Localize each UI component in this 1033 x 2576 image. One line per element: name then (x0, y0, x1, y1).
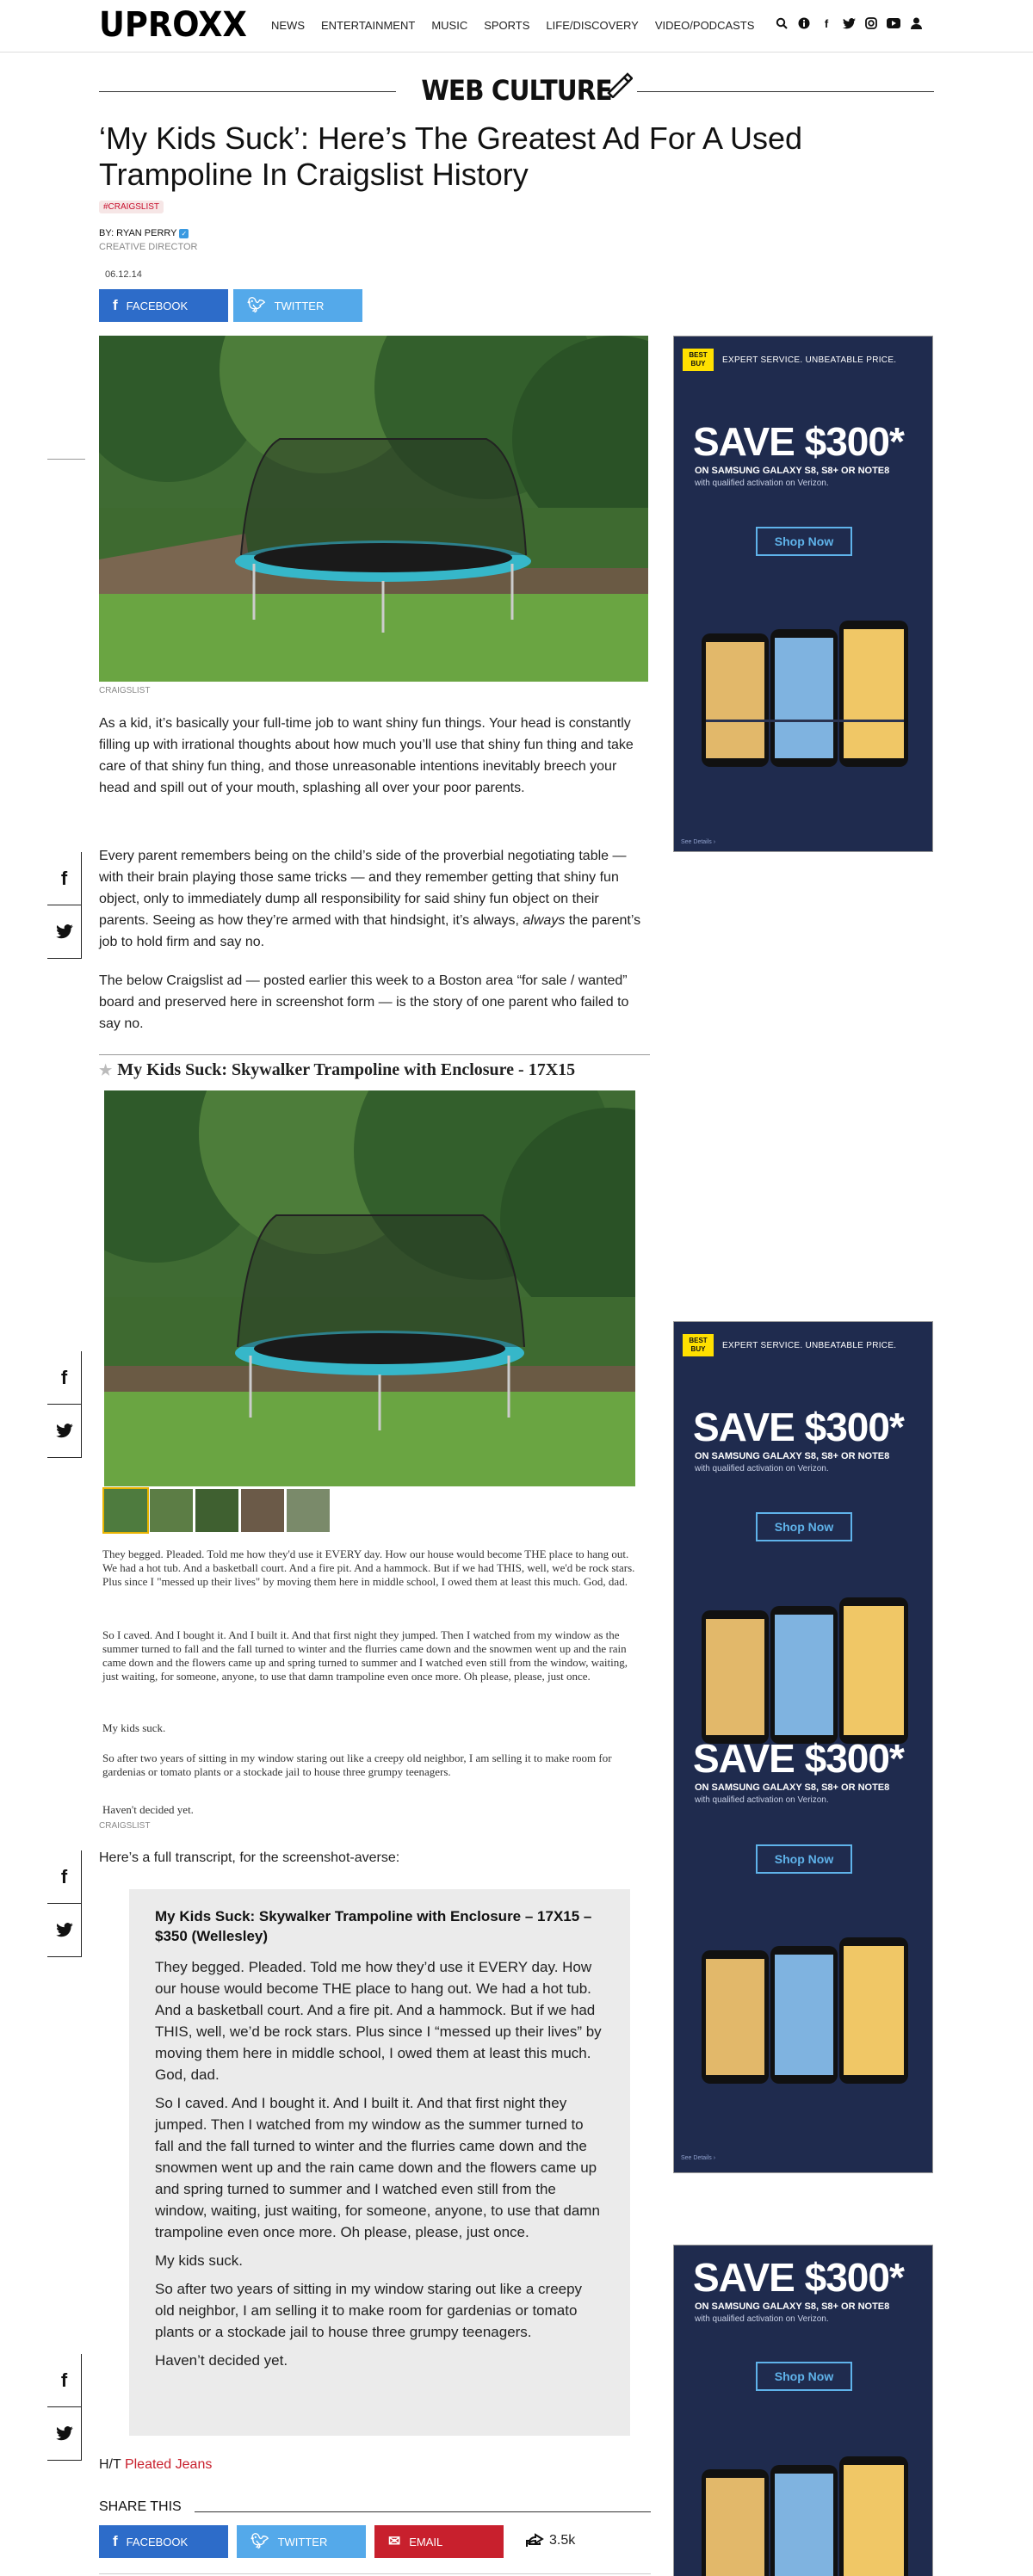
shop-now-button[interactable]: Shop Now (756, 2362, 852, 2391)
ad-save-headline: SAVE $300* (693, 2255, 904, 2300)
craigslist-screenshot (99, 1054, 650, 1833)
nav-item-news[interactable]: NEWS (271, 19, 305, 32)
user-icon[interactable] (909, 16, 923, 30)
instagram-icon[interactable] (864, 16, 878, 30)
youtube-icon[interactable] (887, 16, 900, 30)
ad-save-headline: SAVE $300* (693, 1405, 904, 1449)
transcript-paragraph: They begged. Pleaded. Told me how they’d use it EVERY day. How our house would become THE place to hang out. We had a hot tub. And a basketball court. And a fire pit. And a hammock. But if we had THIS, well, we’d be rock stars. Plus since I “messed up their lives” by moving them here in middle school, I owed them at least this much. God, dad. (155, 1959, 602, 2083)
author-name[interactable]: BY: RYAN PERRY (99, 228, 177, 238)
craigslist-paragraph-5: Haven't decided yet. (102, 1803, 194, 1816)
paragraph-2 (99, 845, 650, 953)
ad-save-headline: SAVE $300* (693, 1736, 904, 1781)
bestbuy-ad-2[interactable] (673, 1321, 933, 2173)
ad-offer-subline: with qualified activation on Verizon. (695, 479, 829, 488)
publish-date: 06.12.14 (105, 269, 142, 280)
phones-image (693, 1933, 917, 2084)
main-nav (271, 19, 754, 32)
craigslist-paragraph-1: They begged. Pleaded. Told me how they'd use it EVERY day. How our house would become THE place to hang out. We had a hot tub. And a basketball court. And a fire pit. And a hammock. But if we had THIS, well, we'd be rock stars. Plus since I "messed up their lives" by moving them here in middle school, I owed them at least this much. God, dad. (102, 1547, 635, 1588)
nav-item-music[interactable]: MUSIC (431, 19, 468, 32)
twitter-icon[interactable] (842, 16, 856, 30)
twitter-icon: 🐦︎ (251, 2533, 269, 2549)
byline (99, 228, 189, 238)
share-count (525, 2533, 575, 2548)
rail-facebook-icon[interactable]: f (47, 2354, 82, 2407)
paragraph-2-text: Every parent remembers being on the child’s side of the proverbial negotiating table — with their brain playing those same tricks — and they remember getting that shiny fun object, only to immediately dump all responsibility for said shiny fun object on their parents. Seeing as how they’re armed with that hindsight, it’s always, (99, 849, 627, 928)
email-share-button[interactable] (374, 2525, 504, 2558)
social-rail-3 (47, 1850, 82, 1957)
share-divider (195, 2511, 651, 2512)
ad-see-details[interactable]: See Details › (681, 839, 716, 845)
nav-item-sports[interactable]: SPORTS (484, 19, 530, 32)
thumbnail[interactable] (195, 1489, 238, 1532)
facebook-share-button[interactable] (99, 289, 228, 322)
transcript-paragraph: Haven’t decided yet. (155, 2352, 288, 2369)
phones-image (693, 1593, 917, 1744)
rail-twitter-icon[interactable] (47, 2407, 82, 2461)
share-icon (525, 2533, 544, 2548)
paragraph-2-tail: the parent’s job to hold firm and say no. (99, 913, 641, 949)
paragraph-1: As a kid, it’s basically your full-time job to want shiny fun things. Your head is constantly filling up with irrational thoughts about how much you’ll use that shiny fun thing and take care of that shiny fun thing, and those unreasonable intentions inevitably breech your head and spill out of your mouth, splashing all over your poor parents. (99, 716, 634, 795)
uproxx-logo[interactable]: UPROXX (99, 5, 247, 45)
article-headline: ‘My Kids Suck’: Here’s The Greatest Ad For A Used Trampoline In Craigslist History (99, 120, 803, 192)
transcript-title: My Kids Suck: Skywalker Trampoline with Enclosure – 17X15 – $350 (Wellesley) (155, 1908, 592, 1944)
rail-facebook-icon[interactable]: f (47, 852, 82, 905)
twitter-share-label: TWITTER (277, 2535, 328, 2548)
envelope-icon: ✉ (388, 2533, 401, 2549)
bestbuy-logo: BEST BUY (683, 349, 714, 371)
section-header (99, 74, 934, 108)
craigslist-thumbnails (104, 1489, 330, 1532)
transcript-blockquote (129, 1889, 630, 2436)
rail-facebook-icon[interactable]: f (47, 1351, 82, 1405)
transcript-paragraph: So I caved. And I bought it. And I built it. And that first night they jumped. Then I watched from my window as the summer turned to fall and the fall turned to winter and the flurries came down and the snowmen went up and the rain came down and the flowers came up and spring turned to summer and I watched even still from the window, waiting, just waiting, for someone, anyone, to use that damn trampoline even once more. Oh please, please, just once. (155, 2095, 600, 2240)
paragraph-2-emphasis: always (523, 913, 566, 928)
ad-offer-subline: with qualified activation on Verizon. (695, 1795, 829, 1805)
paragraph-3: The below Craigslist ad — posted earlier this week to a Boston area “for sale / wanted” board and preserved here in screenshot form — is the story of one parent who failed to say no. (99, 973, 629, 1031)
craigslist-paragraph-2: So I caved. And I bought it. And I built it. And that first night they jumped. Then I watched from my window as the summer turned to fall and the fall turned to winter and the flurries came down and the snowmen went up and the rain came down and the flowers came up and spring turned to summer and I watched even still from the window, waiting, just waiting, for someone, anyone, to use that damn trampoline even once more. Oh please, please, just once. (102, 1628, 628, 1683)
twitter-share-button[interactable] (237, 2525, 366, 2558)
facebook-icon: f (113, 2533, 118, 2549)
search-icon[interactable] (775, 16, 789, 30)
ad-tagline: EXPERT SERVICE. UNBEATABLE PRICE. (722, 1341, 897, 1350)
ad-see-details[interactable]: See Details › (681, 2155, 716, 2161)
bestbuy-logo: BEST BUY (683, 1334, 714, 1356)
bottom-divider (99, 2573, 651, 2574)
hero-photo-credit: CRAIGSLIST (99, 686, 151, 695)
transcript-paragraph: So after two years of sitting in my window staring out like a creepy old neighbor, I am selling it to make room for gardenias or tomato plants or a stockade jail to house three grumpy teenagers. (155, 2281, 583, 2340)
nav-item-entertainment[interactable]: ENTERTAINMENT (321, 19, 416, 32)
top-navigation-bar (0, 0, 1033, 53)
phones-image (693, 616, 917, 767)
info-icon[interactable] (797, 16, 811, 30)
craigslist-title (99, 1060, 575, 1080)
star-icon: ★ (99, 1062, 113, 1078)
craigslist-paragraph-3: My kids suck. (102, 1721, 166, 1734)
phones-image (693, 2452, 917, 2576)
shop-now-button[interactable]: Shop Now (756, 1512, 852, 1541)
social-rail-4 (47, 2354, 82, 2461)
ad-offer-line: ON SAMSUNG GALAXY S8, S8+ OR NOTE8 (695, 1782, 890, 1793)
email-share-label: EMAIL (409, 2535, 443, 2548)
bestbuy-ad-1[interactable] (673, 336, 933, 852)
rail-facebook-icon[interactable]: f (47, 1850, 82, 1904)
facebook-icon: f (113, 297, 118, 313)
craigslist-rule (99, 1054, 650, 1055)
facebook-share-label: FACEBOOK (126, 2535, 189, 2548)
pleated-jeans-link[interactable]: Pleated Jeans (124, 2457, 213, 2472)
header-icons (775, 16, 923, 30)
pencil-icon (605, 71, 633, 98)
share-this-label: SHARE THIS (99, 2499, 182, 2514)
twitter-share-label: TWITTER (274, 299, 325, 312)
author-role: CREATIVE DIRECTOR (99, 242, 198, 252)
twitter-share-button[interactable] (233, 289, 362, 322)
thumbnail[interactable] (241, 1489, 284, 1532)
twitter-icon: 🐦︎ (247, 297, 266, 313)
transcript-intro: Here’s a full transcript, for the screenshot-averse: (99, 1850, 400, 1865)
rail-twitter-icon[interactable] (47, 905, 82, 959)
rail-twitter-icon[interactable] (47, 1904, 82, 1957)
nav-item-life-discovery[interactable]: LIFE/DISCOVERY (546, 19, 639, 32)
ad-offer-subline: with qualified activation on Verizon. (695, 2314, 829, 2324)
bestbuy-ad-3[interactable] (673, 2245, 933, 2576)
rail-twitter-icon[interactable] (47, 1405, 82, 1458)
ad-save-headline: SAVE $300* (693, 419, 904, 464)
tag-craigslist[interactable]: #CRAIGSLIST (99, 201, 164, 213)
facebook-share-label: FACEBOOK (126, 299, 189, 312)
craigslist-title-text: My Kids Suck: Skywalker Trampoline with Enclosure - 17X15 (117, 1060, 576, 1079)
nav-item-video-podcasts[interactable]: VIDEO/PODCASTS (654, 19, 755, 32)
shop-now-button[interactable]: Shop Now (756, 1844, 852, 1874)
section-divider-right (637, 91, 934, 92)
transcript-paragraph: My kids suck. (155, 2252, 244, 2269)
ad-offer-line: ON SAMSUNG GALAXY S8, S8+ OR NOTE8 (695, 466, 890, 476)
craigslist-paragraph-4: So after two years of sitting in my window staring out like a creepy old neighbor, I am selling it to make room for gardenias or tomato plants or a stockade jail to house three grumpy teenagers. (102, 1751, 612, 1778)
thumbnail[interactable] (104, 1489, 147, 1532)
craigslist-credit: CRAIGSLIST (99, 1821, 151, 1831)
ad-offer-line: ON SAMSUNG GALAXY S8, S8+ OR NOTE8 (695, 1451, 890, 1461)
thumbnail[interactable] (150, 1489, 193, 1532)
social-rail-2 (47, 1351, 82, 1458)
verified-icon: ✓ (179, 229, 189, 238)
shop-now-button[interactable]: Shop Now (756, 527, 852, 556)
craigslist-trampoline-photo (104, 1090, 635, 1486)
social-rail-1 (47, 852, 82, 959)
section-divider-left (99, 91, 396, 92)
section-title[interactable]: WEB CULTURE (421, 74, 612, 107)
hat-tip-prefix: H/T (99, 2457, 121, 2472)
hero-trampoline-photo (99, 336, 648, 682)
ad-tagline: EXPERT SERVICE. UNBEATABLE PRICE. (722, 355, 897, 365)
share-count-value: 3.5k (549, 2533, 576, 2548)
hat-tip (99, 2457, 212, 2473)
facebook-share-button[interactable] (99, 2525, 228, 2558)
ad-offer-line: ON SAMSUNG GALAXY S8, S8+ OR NOTE8 (695, 2301, 890, 2312)
facebook-icon[interactable]: f (824, 16, 829, 30)
rail-marker (47, 459, 85, 460)
ad-offer-subline: with qualified activation on Verizon. (695, 1464, 829, 1473)
thumbnail[interactable] (287, 1489, 330, 1532)
